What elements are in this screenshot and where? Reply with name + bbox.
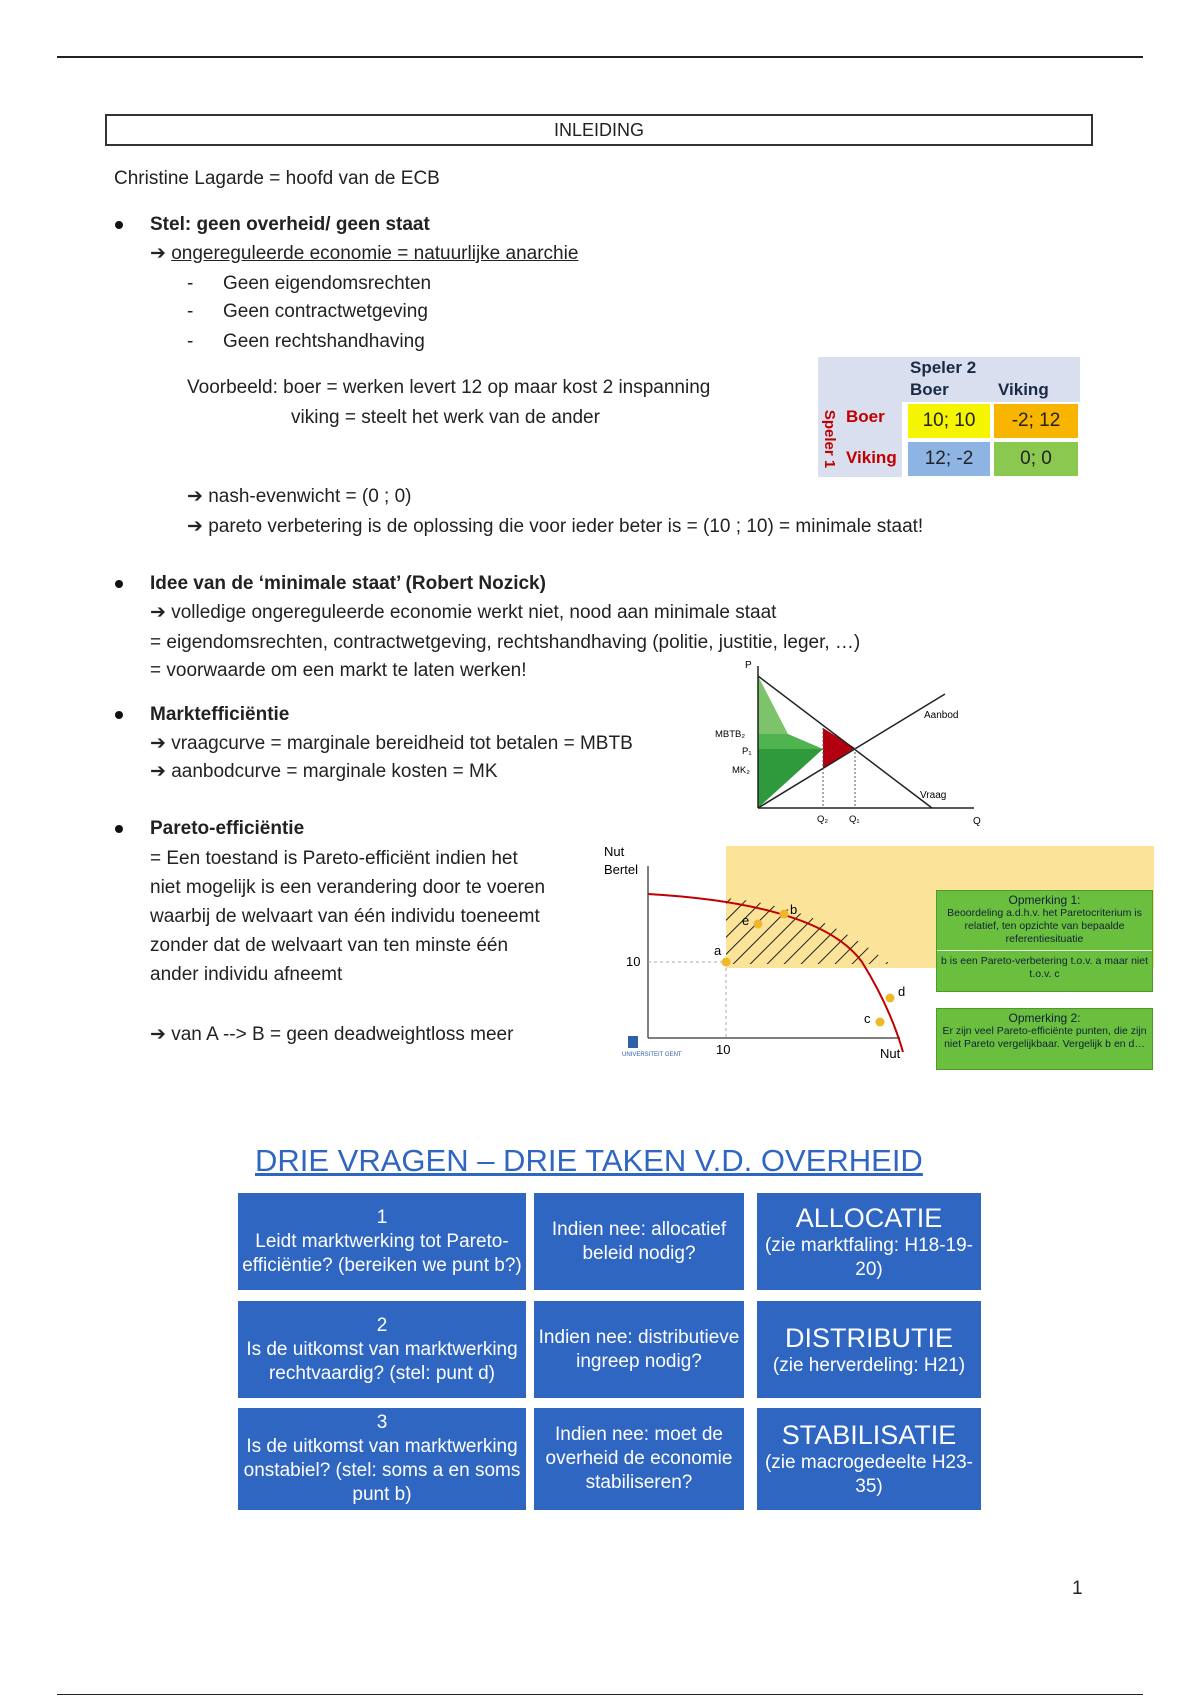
note-1-divider [937,950,1152,951]
q-axis-label: Q [973,816,981,827]
demand-label: Vraag [920,790,947,801]
section2-line1-text: volledige ongereguleerde economie werkt niet, nood aan minimale staat [171,602,777,623]
point-a-label: a [714,943,722,958]
example-line-2: viking = steelt het werk van de ander [291,407,600,428]
pareto-line [187,513,923,541]
question-text: Leidt marktwerking tot Pareto-efficiëntie? (bereiken we punt b?) [242,1230,522,1276]
note-1 [936,890,1153,992]
col-header-boer: Boer [910,380,949,399]
section2-line1 [150,599,776,627]
arrow-icon: ➔ [150,602,172,623]
question-number: 2 [376,1314,388,1336]
pareto-def-line: = Een toestand is Pareto-efficiënt indien het [150,848,518,869]
bottom-rule [57,1694,1143,1695]
arrow-icon: ➔ [150,243,172,264]
point-e-label: e [742,913,750,928]
y-axis-label-2: Bertel [604,862,638,877]
pareto-text: pareto verbetering is de oplossing die voor ieder beter is = (10 ; 10) = minimale staat! [208,516,924,537]
task-subtitle: (zie marktfaling: H18-19-20) [764,1234,974,1280]
bullet-4 [115,825,123,833]
deadweight-loss-area [823,728,855,768]
list-item: - [187,301,194,322]
ifno-cell-3: Indien nee: moet de overheid de economie stabiliseren? [534,1408,744,1510]
pareto-def-line: waarbij de welvaart van één individu toeneemt [150,906,540,927]
matrix-title: DRIE VRAGEN – DRIE TAKEN V.D. OVERHEID [255,1143,923,1178]
x-tick-10: 10 [716,1042,731,1057]
list-item-label: Geen contractwetgeving [223,301,428,322]
arrow-icon: ➔ [150,733,172,754]
point-c-label: c [864,1011,871,1026]
player1-label: Speler 1 [821,409,838,469]
payoff-cell-boer-viking: -2; 12 [994,404,1078,438]
task-title: DISTRIBUTIE [784,1322,953,1353]
row-header-boer: Boer [840,402,902,440]
section3-line2 [150,758,498,786]
col-header-viking: Viking [998,380,1049,399]
payoff-cell-viking-viking: 0; 0 [994,442,1078,476]
q1-tick-label: Q₁ [849,814,860,825]
page-number: 1 [1072,1578,1083,1599]
task-title: STABILISATIE [781,1420,957,1450]
task-cell-1 [757,1193,981,1290]
ugent-logo-icon [628,1036,638,1048]
section3-line1-text: vraagcurve = marginale bereidheid tot betalen = MBTB [171,733,633,754]
ifno-cell-2: Indien nee: distributieve ingreep nodig? [534,1301,744,1398]
point-a [722,958,731,967]
nash-line [187,483,412,511]
p1-label: P₁ [742,746,752,757]
row-header-viking: Viking [840,440,902,477]
market-efficiency-chart [712,656,982,828]
pareto-def-line: ander individu afneemt [150,964,343,985]
section1-heading: Stel: geen overheid/ geen staat [150,214,430,235]
note-1-text: Beoordeling a.d.h.v. het Paretocriterium is relatief, ten opzichte van bepaalde referentiesituatie [947,907,1142,945]
list-item: - [187,273,194,294]
pareto-def-line: zonder dat de welvaart van ten minste één [150,935,509,956]
ugent-logo-text: UNIVERSITEIT GENT [622,1052,682,1058]
section-title-box: INLEIDING [105,114,1093,146]
section3-heading: Marktefficiëntie [150,704,290,725]
note-2-text: Er zijn veel Pareto-efficiënte punten, die zijn niet Pareto vergelijkbaar. Vergelijk b en d… [942,1025,1147,1050]
mk-label: MK₂ [732,765,750,776]
task-cell-3 [757,1408,981,1510]
arrow-icon: ➔ [150,1024,172,1045]
p-axis-label: P [745,660,752,671]
arrow-icon: ➔ [150,761,172,782]
point-b-label: b [790,902,798,917]
point-e [754,920,763,929]
question-number: 3 [376,1412,388,1433]
list-item-label: Geen eigendomsrechten [223,273,432,294]
bullet-2 [115,580,123,588]
y-axis-label: Nut [604,844,625,859]
question-number: 1 [376,1206,388,1228]
section2-line2: = eigendomsrechten, contractwetgeving, rechtshandhaving (politie, justitie, leger, …) [150,632,861,653]
task-cell-2 [757,1301,981,1398]
section4-heading: Pareto-efficiëntie [150,818,305,839]
q2-tick-label: Q₂ [817,814,829,825]
question-text: Is de uitkomst van marktwerking onstabiel? (stel: soms a en soms punt b) [243,1436,521,1505]
task-subtitle: (zie herverdeling: H21) [772,1354,966,1376]
note-1-title: Opmerking 1: [1008,893,1081,907]
supply-label: Aanbod [924,710,959,721]
game-payoff-table [818,357,1080,477]
bullet-3 [115,711,123,719]
pareto-def-line: niet mogelijk is een verandering door te voeren [150,877,546,898]
question-text: Is de uitkomst van marktwerking rechtvaardig? (stel: punt d) [246,1338,518,1384]
section2-heading: Idee van de ‘minimale staat’ (Robert Nozick) [150,573,546,594]
note-2 [936,1008,1153,1070]
point-d-label: d [898,984,906,999]
producer-surplus-area [758,749,823,808]
ab-text: van A --> B = geen deadweightloss meer [171,1024,514,1045]
note-1-text-2: b is een Pareto-verbetering t.o.v. a maar niet t.o.v. c [941,955,1148,980]
point-b [780,910,789,919]
payoff-cell-viking-boer: 12; -2 [908,442,990,476]
section3-line1 [150,730,633,758]
section2-line3: = voorwaarde om een markt te laten werken! [150,660,527,681]
list-item-label: Geen rechtshandhaving [223,331,425,352]
task-title: ALLOCATIE [795,1202,943,1233]
section3-line2-text: aanbodcurve = marginale kosten = MK [171,761,498,782]
x-axis-label: Nut [880,1046,901,1061]
list-item: - [187,331,194,352]
ab-line [150,1021,513,1049]
question-cell-2 [238,1301,526,1398]
bullet-1 [115,221,123,229]
payoff-cell-boer-boer: 10; 10 [908,404,990,438]
consumer-surplus-area [758,676,788,734]
task-subtitle: (zie macrogedeelte H23-35) [764,1452,974,1497]
point-d [886,994,895,1003]
note-2-title: Opmerking 2: [1008,1011,1081,1025]
point-c [876,1018,885,1027]
question-cell-1 [238,1193,526,1290]
top-rule [57,56,1143,58]
intro-line: Christine Lagarde = hoofd van de ECB [114,168,440,189]
example-line-1: Voorbeeld: boer = werken levert 12 op maar kost 2 inspanning [187,377,711,398]
arrow-icon: ➔ [187,516,209,537]
question-cell-3 [238,1408,526,1510]
nash-text: nash-evenwicht = (0 ; 0) [208,486,412,507]
arrow-icon: ➔ [187,486,209,507]
ifno-cell-1: Indien nee: allocatief beleid nodig? [534,1193,744,1290]
anarchy-text: ongereguleerde economie = natuurlijke anarchie [171,243,579,264]
mbtb-label: MBTB₂ [715,729,746,740]
y-tick-10: 10 [626,954,641,969]
surplus-middle-area [758,734,823,749]
section1-arrow-line [150,240,578,268]
player2-label: Speler 2 [910,358,977,377]
